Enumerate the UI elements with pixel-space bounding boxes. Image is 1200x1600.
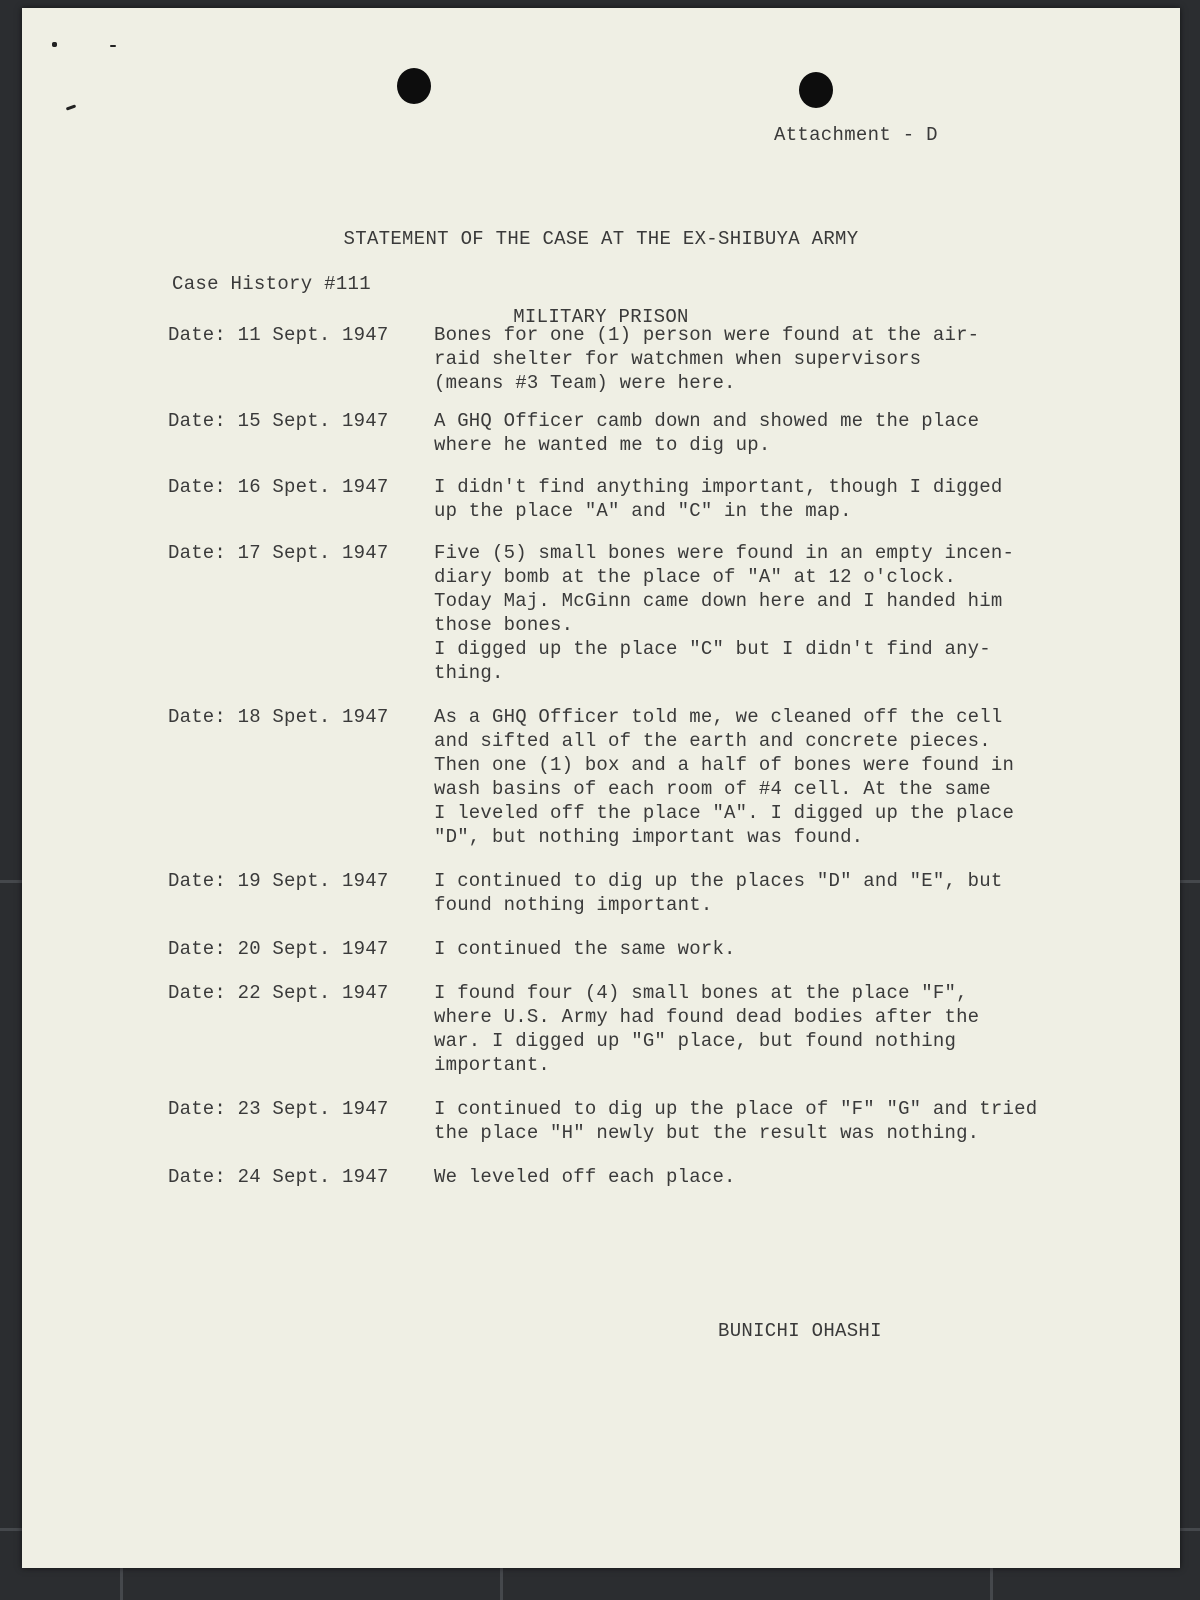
tile-grout	[1180, 880, 1200, 883]
case-history-heading: Case History #111	[172, 273, 371, 295]
entry-date: Date: 18 Spet. 1947	[168, 706, 389, 728]
entry-date: Date: 19 Sept. 1947	[168, 870, 389, 892]
entry-text: I found four (4) small bones at the place "F", where U.S. Army had found dead bodies after the war. I digged up "G" place, but found nothing important.	[434, 982, 980, 1076]
entry-row	[168, 937, 1168, 961]
entry-date: Date: 15 Sept. 1947	[168, 410, 389, 432]
punch-hole-left	[397, 68, 431, 104]
ink-speck	[110, 45, 116, 47]
entry-date: Date: 17 Sept. 1947	[168, 542, 389, 564]
ink-speck	[52, 42, 57, 47]
title-line-1: STATEMENT OF THE CASE AT THE EX-SHIBUYA ARMY	[343, 228, 859, 250]
entry-row	[168, 475, 1168, 523]
entry-text: I didn't find anything important, though I digged up the place "A" and "C" in the map.	[434, 476, 1003, 522]
entry-date: Date: 23 Sept. 1947	[168, 1098, 389, 1120]
tile-grout	[0, 880, 22, 883]
entry-text: Bones for one (1) person were found at the air- raid shelter for watchmen when supervisors (means #3 Team) were here.	[434, 324, 980, 394]
punch-hole-right	[799, 72, 833, 108]
entry-text: I continued to dig up the places "D" and "E", but found nothing important.	[434, 870, 1003, 916]
entry-text: We leveled off each place.	[434, 1166, 736, 1188]
entry-text: As a GHQ Officer told me, we cleaned off the cell and sifted all of the earth and concrete pieces. Then one (1) box and a half of bones were found in wash basins of each room of #4 cell. At the same I leveled off the place "A". I digged up the place "D", but nothing important was found.	[434, 706, 1015, 848]
entry-date: Date: 11 Sept. 1947	[168, 324, 389, 346]
document-page	[22, 8, 1180, 1568]
entry-row	[168, 323, 1168, 395]
entry-text: I continued to dig up the place of "F" "G" and tried the place "H" newly but the result was nothing.	[434, 1098, 1038, 1144]
signature-name: BUNICHI OHASHI	[718, 1320, 882, 1342]
entry-date: Date: 24 Sept. 1947	[168, 1166, 389, 1188]
entry-row	[168, 981, 1168, 1077]
title-line-2: MILITARY PRISON	[513, 306, 689, 328]
entry-row	[168, 409, 1168, 457]
entry-date: Date: 16 Spet. 1947	[168, 476, 389, 498]
entry-row	[168, 541, 1168, 685]
entry-text: A GHQ Officer camb down and showed me the place where he wanted me to dig up.	[434, 410, 980, 456]
attachment-label: Attachment - D	[774, 124, 938, 146]
entry-row	[168, 1097, 1168, 1145]
entry-row	[168, 705, 1168, 849]
ink-speck	[66, 104, 76, 110]
entry-text: Five (5) small bones were found in an empty incen- diary bomb at the place of "A" at 12 o'clock. Today Maj. McGinn came down here and I handed him those bones. I digged up the place "C" but I didn't find any- thing.	[434, 542, 1015, 684]
entry-text: I continued the same work.	[434, 938, 736, 960]
entries-list	[168, 323, 1168, 1189]
entry-date: Date: 20 Sept. 1947	[168, 938, 389, 960]
entry-row	[168, 869, 1168, 917]
entry-date: Date: 22 Sept. 1947	[168, 982, 389, 1004]
entry-row	[168, 1165, 1168, 1189]
